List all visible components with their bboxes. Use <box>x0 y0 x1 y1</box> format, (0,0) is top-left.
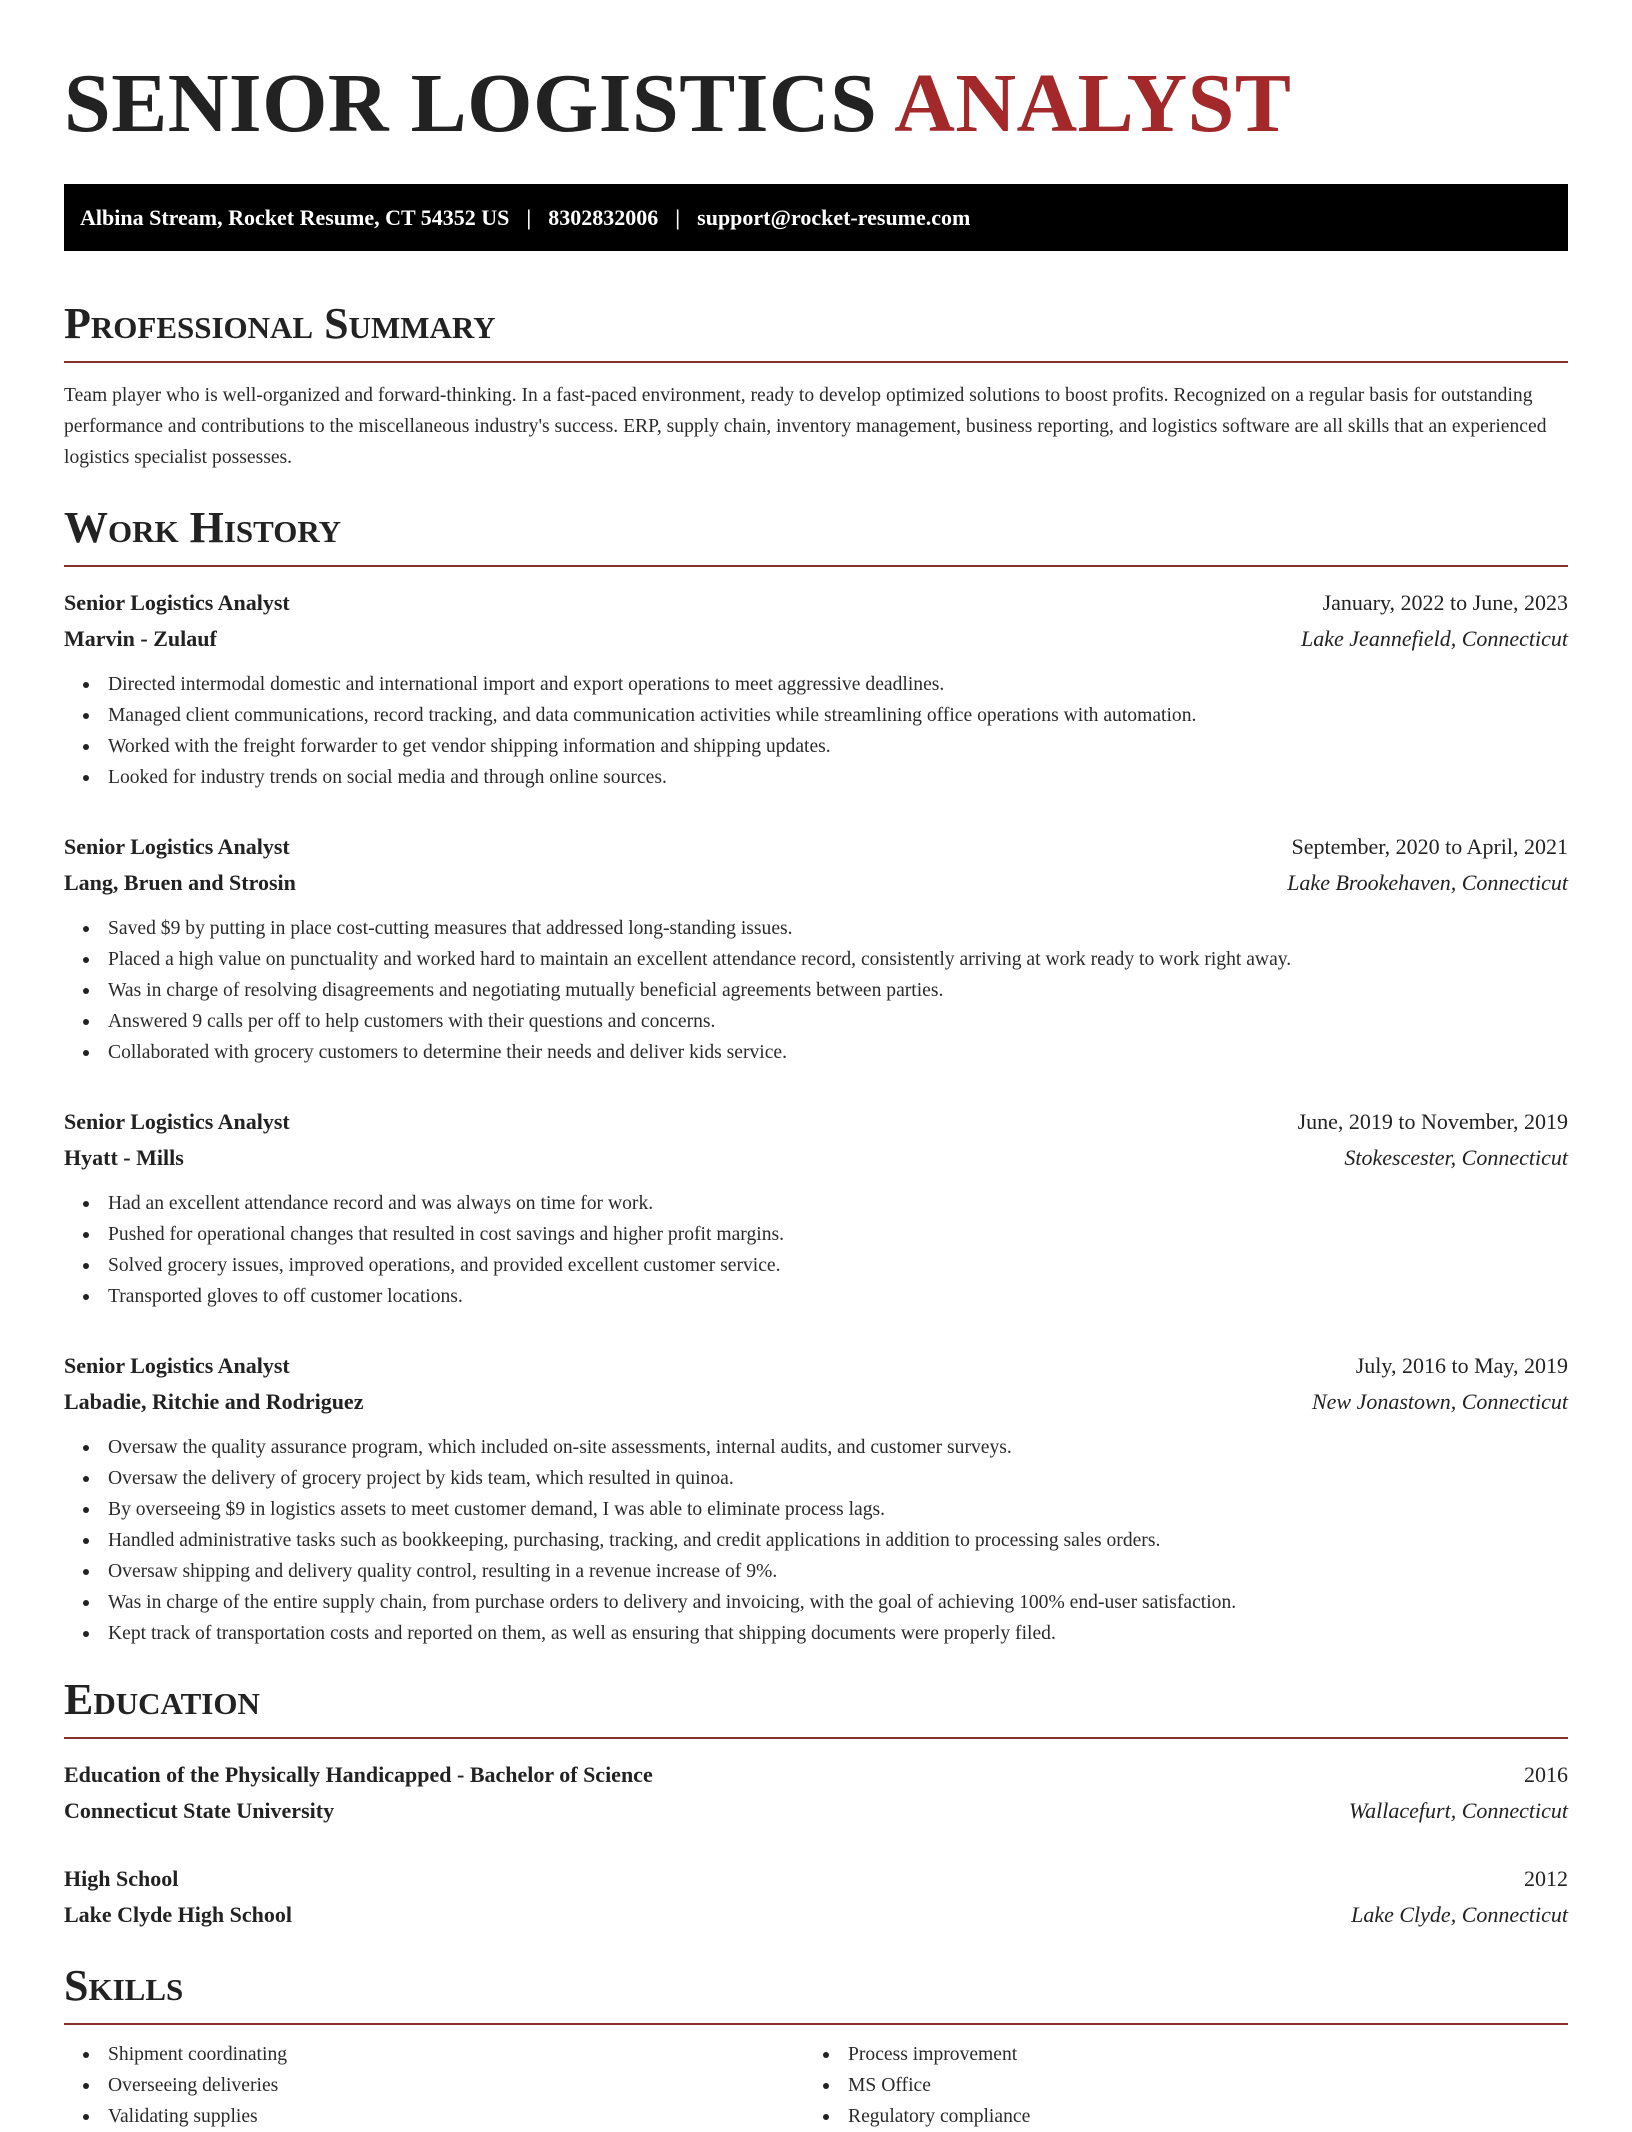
job-location: New Jonastown, Connecticut <box>1311 1389 1568 1414</box>
education-location: Lake Clyde, Connecticut <box>1351 1902 1568 1927</box>
job-bullets <box>64 669 1568 793</box>
job-bullet: Oversaw the delivery of grocery project by kids team, which resulted in quinoa. <box>64 1463 1568 1494</box>
job-bullet: Collaborated with grocery customers to determine their needs and deliver kids service. <box>64 1037 1568 1068</box>
education-degree: High School <box>64 1866 179 1891</box>
job-bullet: Oversaw the quality assurance program, which included on-site assessments, internal audits, and customer surveys. <box>64 1432 1568 1463</box>
summary-section <box>64 299 1568 473</box>
job-title: Senior Logistics Analyst <box>64 1109 290 1134</box>
job-entry <box>64 829 1568 1068</box>
skills-column-left <box>64 2039 804 2132</box>
skill-item: Process improvement <box>804 2039 1544 2070</box>
job-entry <box>64 1104 1568 1312</box>
skills-column-right <box>804 2039 1544 2132</box>
section-divider <box>64 2023 1568 2025</box>
summary-text: Team player who is well-organized and forward-thinking. In a fast-paced environment, ready to develop optimized solutions to boost profits. Recognized on a regular basis for outstanding performance and contributions to the miscellaneous industry's success. ERP, supply chain, inventory management, business reporting, and logistics software are all skills that an experienced logistics specialist possesses. <box>64 385 1547 468</box>
job-bullet: Worked with the freight forwarder to get vendor shipping information and shipping updates. <box>64 731 1568 762</box>
job-location: Lake Brookehaven, Connecticut <box>1287 870 1568 895</box>
education-location: Wallacefurt, Connecticut <box>1348 1798 1568 1823</box>
job-location: Lake Jeannefield, Connecticut <box>1301 626 1568 651</box>
education-heading: Education <box>64 1675 260 1724</box>
job-bullets <box>64 913 1568 1068</box>
skills-grid <box>64 2039 1568 2132</box>
education-entry <box>64 1861 1568 1933</box>
skills-section <box>64 1961 1568 2132</box>
job-bullet: Placed a high value on punctuality and worked hard to maintain an excellent attendance record, consistently arriving at work ready to work right away. <box>64 944 1568 975</box>
education-degree: Education of the Physically Handicapped - Bachelor of Science <box>64 1762 653 1787</box>
job-bullets <box>64 1432 1568 1649</box>
job-dates: January, 2022 to June, 2023 <box>1322 590 1568 615</box>
contact-phone: 8302832006 <box>548 204 659 230</box>
job-bullet: Oversaw shipping and delivery quality control, resulting in a revenue increase of 9%. <box>64 1556 1568 1587</box>
job-company: Lang, Bruen and Strosin <box>64 870 296 895</box>
job-bullet: Handled administrative tasks such as bookkeeping, purchasing, tracking, and credit applications in addition to processing sales orders. <box>64 1525 1568 1556</box>
job-bullet: Managed client communications, record tracking, and data communication activities while streamlining office operations with automation. <box>64 700 1568 731</box>
job-company: Marvin - Zulauf <box>64 626 217 651</box>
job-dates: June, 2019 to November, 2019 <box>1297 1109 1568 1134</box>
title-main: SENIOR LOGISTICS <box>64 57 878 150</box>
contact-separator: | <box>675 204 681 230</box>
job-location: Stokescester, Connecticut <box>1344 1145 1568 1170</box>
education-year: 2012 <box>1524 1866 1568 1891</box>
skill-item: Regulatory compliance <box>804 2101 1544 2132</box>
job-bullet: By overseeing $9 in logistics assets to meet customer demand, I was able to eliminate process lags. <box>64 1494 1568 1525</box>
job-title: Senior Logistics Analyst <box>64 1353 290 1378</box>
job-bullet: Had an excellent attendance record and was always on time for work. <box>64 1188 1568 1219</box>
section-divider <box>64 361 1568 363</box>
job-bullet: Saved $9 by putting in place cost-cutting measures that addressed long-standing issues. <box>64 913 1568 944</box>
job-bullet: Directed intermodal domestic and international import and export operations to meet aggressive deadlines. <box>64 669 1568 700</box>
job-bullet: Answered 9 calls per off to help customers with their questions and concerns. <box>64 1006 1568 1037</box>
job-title: Senior Logistics Analyst <box>64 590 290 615</box>
job-bullet: Solved grocery issues, improved operations, and provided excellent customer service. <box>64 1250 1568 1281</box>
job-bullet: Was in charge of the entire supply chain, from purchase orders to delivery and invoicing, with the goal of achieving 100% end-user satisfaction. <box>64 1587 1568 1618</box>
education-section <box>64 1675 1568 1933</box>
contact-address: Albina Stream, Rocket Resume, CT 54352 US <box>80 204 510 230</box>
job-bullet: Looked for industry trends on social media and through online sources. <box>64 762 1568 793</box>
resume-page <box>64 0 1568 2132</box>
job-company: Hyatt - Mills <box>64 1145 184 1170</box>
work-history-section <box>64 503 1568 1649</box>
skills-heading: Skills <box>64 1961 184 2010</box>
job-company: Labadie, Ritchie and Rodriguez <box>64 1389 364 1414</box>
work-history-heading: Work History <box>64 503 342 552</box>
contact-bar <box>64 184 1568 251</box>
job-entry <box>64 585 1568 793</box>
education-entry <box>64 1757 1568 1829</box>
job-bullet: Kept track of transportation costs and reported on them, as well as ensuring that shipping documents were properly filed. <box>64 1618 1568 1649</box>
contact-email: support@rocket-resume.com <box>697 204 971 230</box>
skill-item: MS Office <box>804 2070 1544 2101</box>
skill-item: Validating supplies <box>64 2101 804 2132</box>
education-year: 2016 <box>1524 1762 1568 1787</box>
section-divider <box>64 565 1568 567</box>
job-bullet: Pushed for operational changes that resulted in cost savings and higher profit margins. <box>64 1219 1568 1250</box>
section-divider <box>64 1737 1568 1739</box>
job-dates: July, 2016 to May, 2019 <box>1355 1353 1568 1378</box>
resume-title <box>64 58 1568 150</box>
job-entry <box>64 1348 1568 1649</box>
job-bullet: Transported gloves to off customer locations. <box>64 1281 1568 1312</box>
job-title: Senior Logistics Analyst <box>64 834 290 859</box>
job-bullets <box>64 1188 1568 1312</box>
skill-item: Shipment coordinating <box>64 2039 804 2070</box>
education-school: Lake Clyde High School <box>64 1902 292 1927</box>
education-school: Connecticut State University <box>64 1798 335 1823</box>
summary-heading: Professional Summary <box>64 299 496 348</box>
skill-item: Overseeing deliveries <box>64 2070 804 2101</box>
job-bullet: Was in charge of resolving disagreements and negotiating mutually beneficial agreements between parties. <box>64 975 1568 1006</box>
title-accent: ANALYST <box>894 57 1292 150</box>
job-dates: September, 2020 to April, 2021 <box>1291 834 1568 859</box>
contact-separator: | <box>526 204 532 230</box>
